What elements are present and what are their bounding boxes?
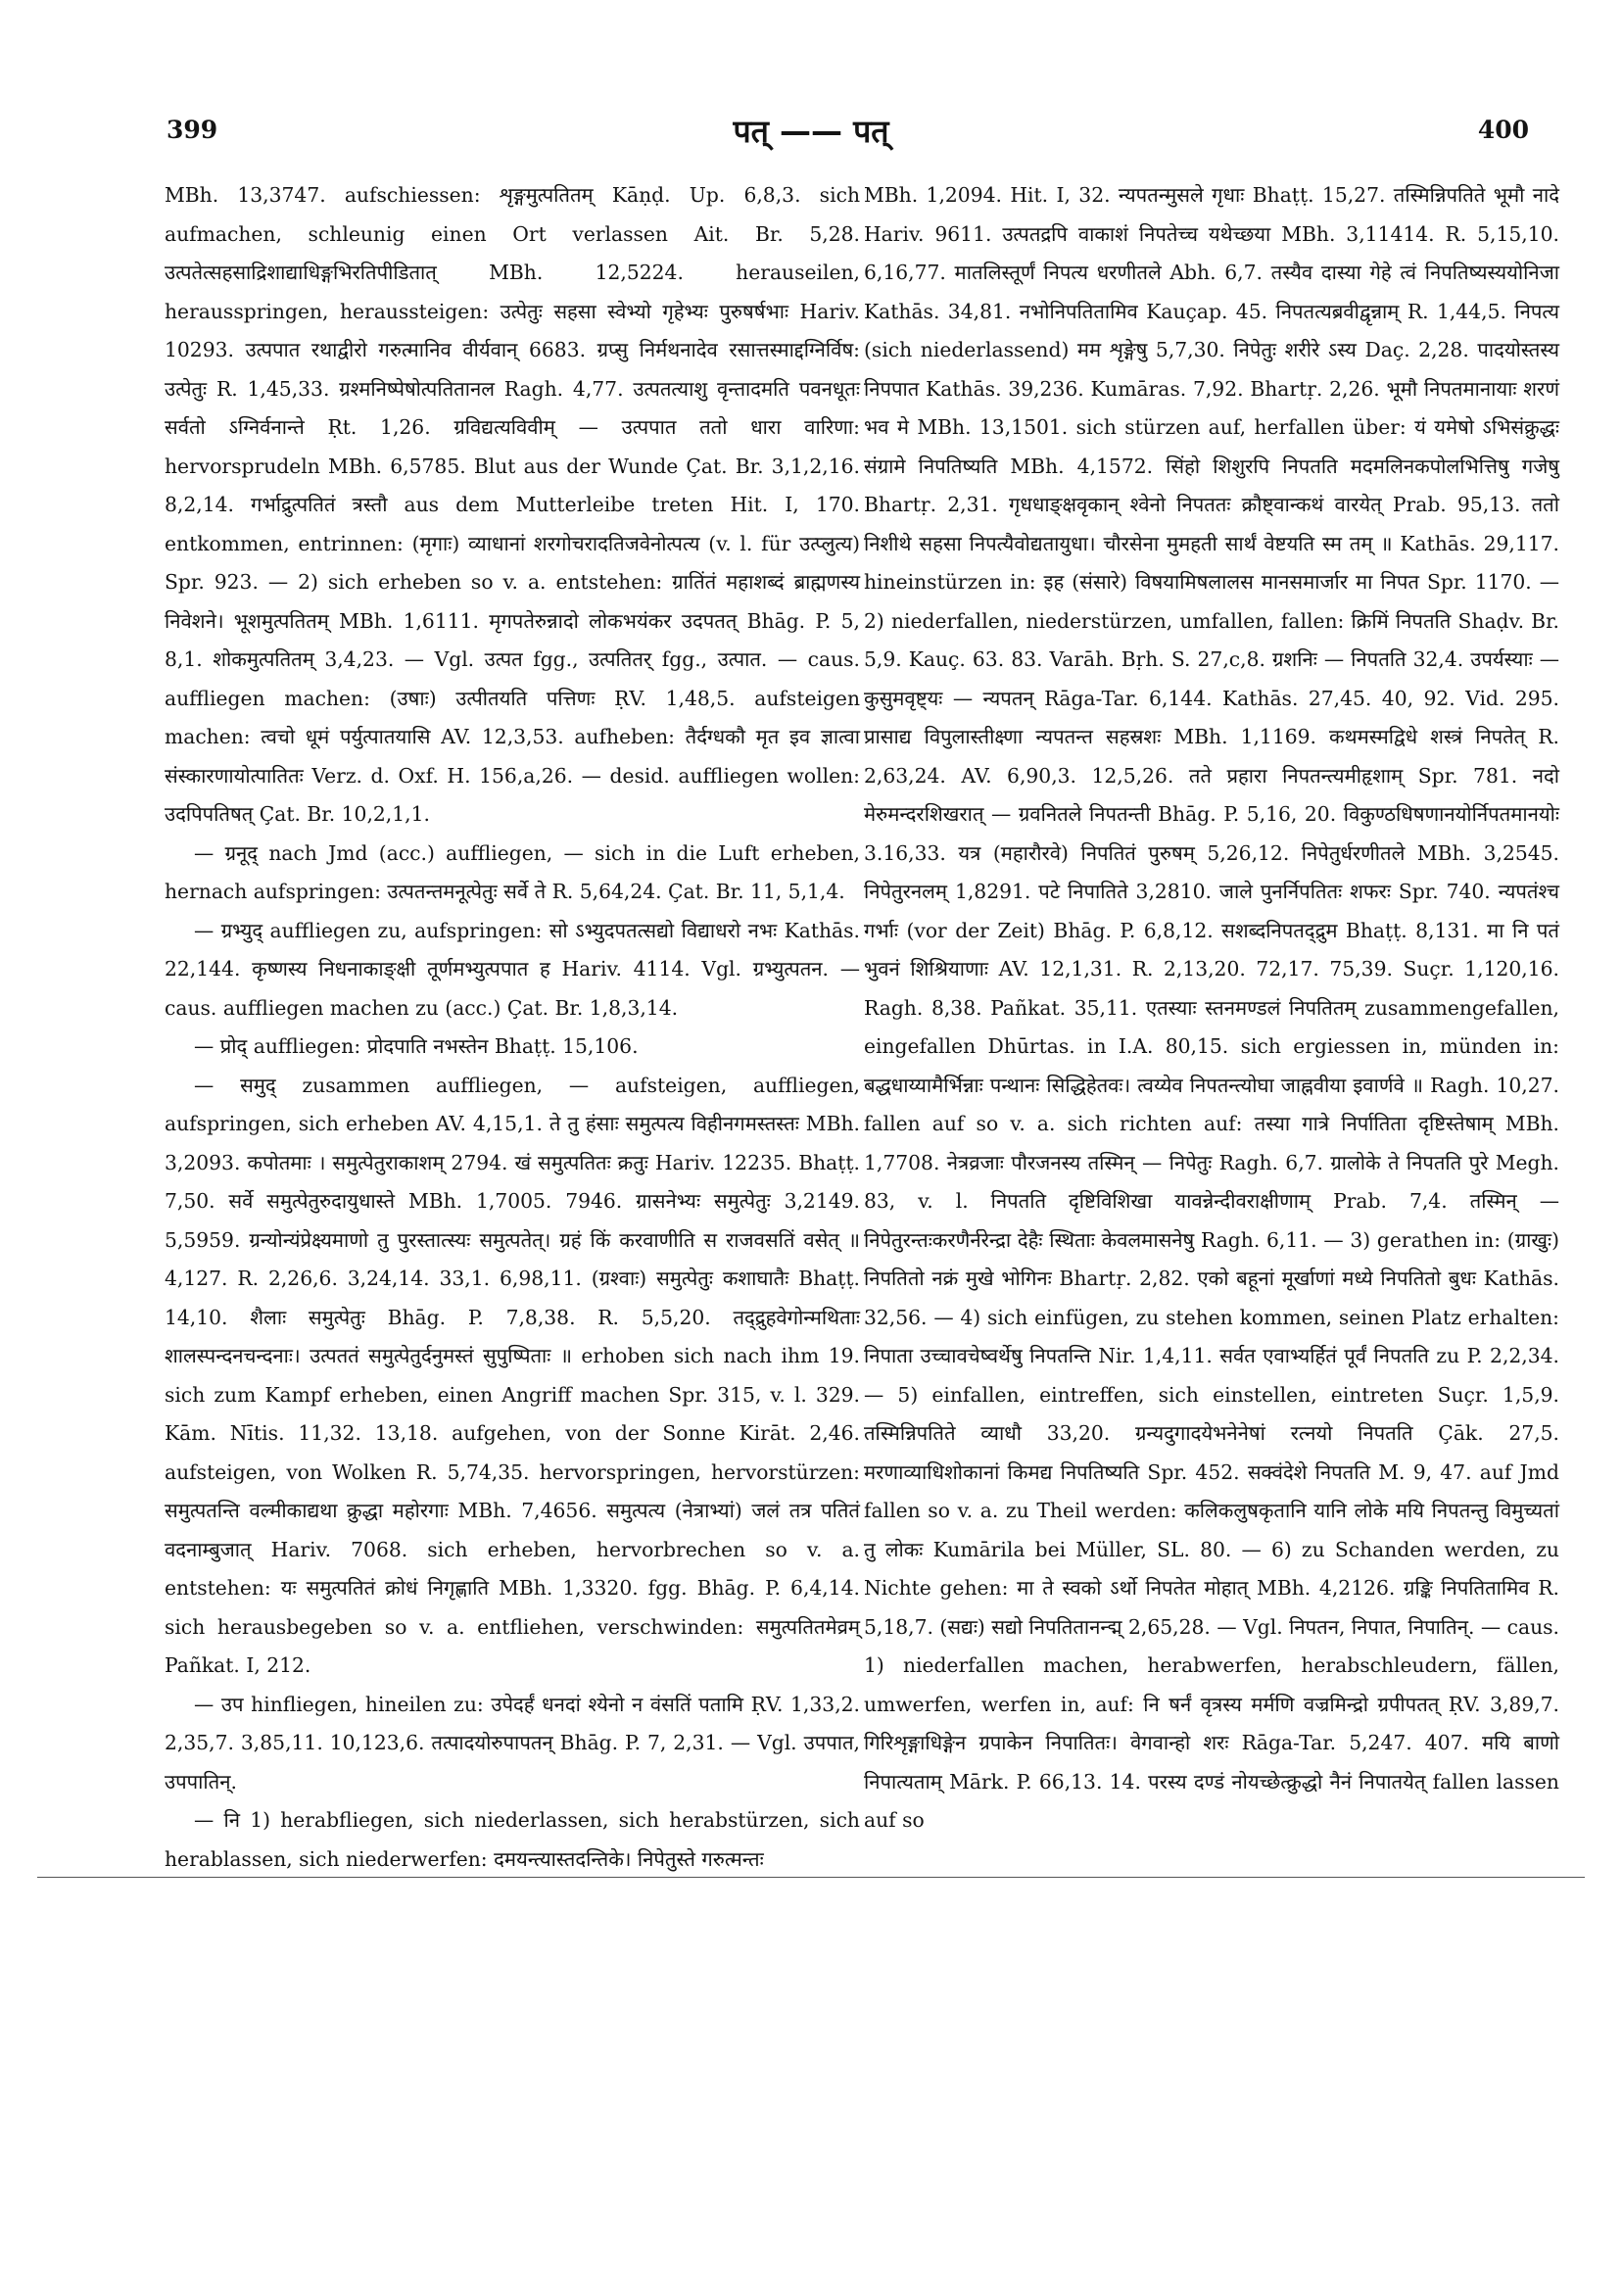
entry-paragraph: — उप hinfliegen, hineilen zu: उपेदर्हं धनदां श्येनो न वंसतिं पतामि ṚV. 1,33,2. 2,35,7. 3,85,11. 10,123,6. तत्पादयोरुपापतन् Bhāg. P. 7, 2,31. — Vgl. उपपात, उपपातिन्. bbox=[165, 1692, 860, 1794]
entry-paragraph: — प्रोद् auffliegen: प्रोदपाति नभस्तेन Bhaṭṭ. 15,106. bbox=[194, 1034, 639, 1058]
running-headword: पत् —— पत् bbox=[733, 113, 889, 150]
page-number-left: 399 bbox=[167, 116, 218, 144]
entry-paragraph: — समुद् zusammen auffliegen, — aufsteigen, auffliegen, aufspringen, sich erheben AV. 4,15,1. ते तु हंसाः समुत्पत्य विहीनगमस्तस्तः MBh. 3,2093. कपोतमाः । समुत्पेतुराकाशम् 2794. खं समुत्पतितः क्रतुः Hariv. 12235. Bhaṭṭ. 7,50. सर्वे समुत्पेतुरुदायुधास्ते MBh. 1,7005. 7946. ग्रासनेभ्यः समुत्पेतुः 3,2149. 5,5959. ग्रन्योन्यंप्रेक्ष्यमाणो तु पुरस्तात्स्यः समुत्पतेत्। ग्रहं किं करवाणीति स राजवसतिं वसेत् ॥ 4,127. R. 2,26,6. 3,24,14. 33,1. 6,98,11. (ग्रश्वाः) समुत्पेतुः कशाघातैः Bhaṭṭ. 14,10. शैलाः समुत्पेतुः Bhāg. P. 7,8,38. R. 5,5,20. तद्द्रुहवेगोन्मथिताः शालस्पन्दनचन्दनाः। उत्पततं समुत्पेतुर्दनुमस्तं सुपुष्पिताः ॥ erhoben sich nach ihm 19. sich zum Kampf erheben, einen Angriff machen Spr. 315, v. l. 329. Kām. Nītis. 11,32. 13,18. aufgehen, von der Sonne Kirāt. 2,46. aufsteigen, von Wolken R. 5,74,35. hervorspringen, hervorstürzen: समुत्पतन्ति वल्मीकाद्यथा क्रुद्धा महोरगाः MBh. 7,4656. समुत्पत्य (नेत्राभ्यां) जलं तत्र पतितं वदनाम्बुजात् Hariv. 7068. sich erheben, hervorbrechen so v. a. entstehen: यः समुत्पतितं क्रोधं निगृह्णाति MBh. 1,3320. fgg. Bhāg. P. 6,4,14. sich herausbegeben so v. a. entfliehen, verschwinden: समुत्पतितमेव्रम् Pañkat. I, 212. bbox=[165, 1073, 860, 1677]
page-number-right: 400 bbox=[1477, 116, 1529, 144]
right-column bbox=[864, 176, 1559, 1842]
footer-rule bbox=[37, 1877, 1585, 1878]
entry-paragraph: — नि 1) herabfliegen, sich niederlassen, sich herabstürzen, sich herablassen, sich niederwerfen: दमयन्त्यास्तदन्तिके। निपेतुस्ते गरुत्मन्तः bbox=[165, 1808, 860, 1871]
left-column bbox=[165, 176, 860, 1871]
entry-paragraph: MBh. 13,3747. aufschiessen: शृङ्गमुत्पतितम् Kāṇḍ. Up. 6,8,3. sich aufmachen, schleunig einen Ort verlassen Ait. Br. 5,28. उत्पतेत्सहसाद्रिशाद्याधिङ्गभिरतिपीडितात् MBh. 12,5224. herauseilen, herausspringen, heraussteigen: उत्पेतुः सहसा स्वेभ्यो गृहेभ्यः पुरुषर्षभाः Hariv. 10293. उत्पपात रथाद्वीरो गरुत्मानिव वीर्यवान् 6683. ग्रप्सु निर्मथनादेव रसात्तस्माद्दग्निर्विष: उत्पेतुः R. 1,45,33. ग्रश्मनिष्पेषोत्पतितानल Ragh. 4,77. उत्पतत्याशु वृन्तादमति पवनधूतः सर्वतो ऽग्निर्वनान्ते Ṛt. 1,26. ग्रविद्यत्यविवीम् — उत्पपात ततो धारा वारिणा: hervorsprudeln MBh. 6,5785. Blut aus der Wunde Çat. Br. 3,1,2,16. 8,2,14. गर्भाद्रुत्पतितं त्रस्तौ aus dem Mutterleibe treten Hit. I, 170. entkommen, entrinnen: (मृगाः) व्याधानां शरगोचरादतिजवेनोत्पत्य (v. l. für उत्प्लुत्य) Spr. 923. — 2) sich erheben so v. a. entstehen: ग्रातिंतं महाशब्दं ब्राह्मणस्य निवेशने। भूशमुत्पतितम् MBh. 1,6111. मृगपतेरुन्नादो लोकभयंकर उदपतत् Bhāg. P. 5, 8,1. शोकमुत्पतितम् 3,4,23. — Vgl. उत्पत fgg., उत्पतितर् fgg., उत्पात. — caus. auffliegen machen: (उषाः) उत्पीतयति पत्तिणः ṚV. 1,48,5. aufsteigen machen: त्वचो धूमं पर्युत्पातयासि AV. 12,3,53. aufheben: तैर्दग्धकौ मृत इव ज्ञात्वा संस्कारणायोत्पातितः Verz. d. Oxf. H. 156,a,26. — desid. auffliegen wollen: उदपिपतिषत् Çat. Br. 10,2,1,1. bbox=[165, 183, 860, 826]
entry-paragraph: — ग्रनूद् nach Jmd (acc.) auffliegen, — sich in die Luft erheben, hernach aufspringen: उत्पतन्तमनूत्पेतुः सर्वे ते R. 5,64,24. Çat. Br. 11, 5,1,4. bbox=[165, 840, 860, 903]
entry-paragraph: — ग्रभ्युद् auffliegen zu, aufspringen: सो ऽभ्युदपतत्सद्यो विद्याधरो नभः Kathās. 22,144. कृष्णस्य निधनाकाङ्क्षी तूर्णमभ्युत्पपात ह Hariv. 4114. Vgl. ग्रभ्युत्पतन. — caus. auffliegen machen zu (acc.) Çat. Br. 1,8,3,14. bbox=[165, 918, 860, 1020]
entry-paragraph: MBh. 1,2094. Hit. I, 32. न्यपतन्मुसले गृधाः Bhaṭṭ. 15,27. तस्मिन्निपतिते भूमौ नादे Hariv. 9611. उत्पतद्रपि वाकाशं निपतेच्च यथेच्छया MBh. 3,11414. R. 5,15,10. 6,16,77. मातलिस्तूर्णं निपत्य धरणीतले Abh. 6,7. तस्यैव दास्या गेहे त्वं निपतिष्यस्ययोनिजा Kathās. 34,81. नभोनिपतितामिव Kauçap. 45. निपतत्यब्रवीद्वृन्नाम् R. 1,44,5. निपत्य (sich niederlassend) मम शृङ्गेषु 5,7,30. निपेतुः शरीरे ऽस्य Daç. 2,28. पादयोस्तस्य निपपात Kathās. 39,236. Kumāras. 7,92. Bhartṛ. 2,26. भूमौ निपतमानायाः शरणं भव मे MBh. 13,1501. sich stürzen auf, herfallen über: यं यमेषो ऽभिसंक्रुद्धः संग्रामे निपतिष्यति MBh. 4,1572. सिंहो शिशुरपि निपतति मदमलिनकपोलभित्तिषु गजेषु Bhartṛ. 2,31. गृधधाङ्क्षवृकान् श्वेनो निपततः क्रौष्ट्वान्कथं वारयेत् Prab. 95,13. ततो निशीथे सहसा निपत्यैवोद्यतायुधा। चौरसेना मुमहती सार्थं वेष्टयति स्म तम् ॥ Kathās. 29,117. hineinstürzen in: इह (संसारे) विषयामिषलालस मानसमार्जार मा निपत Spr. 1170. — 2) niederfallen, niederstürzen, umfallen, fallen: क्रिमिं निपतति Shaḍv. Br. 5,9. Kauç. 63. 83. Varāh. Bṛh. S. 27,c,8. ग्रशनिः — निपतति 32,4. उपर्यस्याः — कुसुमवृष्ट्यः — न्यपतन् Rāga-Tar. 6,144. Kathās. 27,45. 40, 92. Vid. 295. प्रासाद्य विपुलास्तीक्ष्णा न्यपतन्त सहस्रशः MBh. 1,1169. कथमस्मद्विधे शस्त्रं निपतेत् R. 2,63,24. AV. 6,90,3. 12,5,26. तते प्रहारा निपतन्त्यमीहृशाम् Spr. 781. नदो मेरुमन्दरशिखरात् — ग्रवनितले निपतन्ती Bhāg. P. 5,16, 20. विकुण्ठधिषणानयोर्निपतमानयोः 3.16,33. यत्र (महारौरवे) निपतितं पुरुषम् 5,26,12. निपेतुर्धरणीतले MBh. 3,2545. निपेतुरनलम् 1,8291. पटे निपातिते 3,2810. जाले पुनर्निपतितः शफरः Spr. 740. न्यपतंश्च गर्भाः (vor der Zeit) Bhāg. P. 6,8,12. सशब्दनिपतद्द्रुम Bhaṭṭ. 8,131. मा नि पतं भुवनं शिश्रियाणाः AV. 12,1,31. R. 2,13,20. 72,17. 75,39. Suçr. 1,120,16. Ragh. 8,38. Pañkat. 35,11. एतस्याः स्तनमण्डलं निपतितम् zusammengefallen, eingefallen Dhūrtas. in I.A. 80,15. sich ergiessen in, münden in: बद्धधाय्यामैर्भिन्नाः पन्थानः सिद्धिहेतवः। त्वय्येव निपतन्त्योघा जाह्नवीया इवार्णवे ॥ Ragh. 10,27. fallen auf so v. a. sich richten auf: तस्या गात्रे निर्पातिता दृष्टिस्तेषाम् MBh. 1,7708. नेत्रव्रजाः पौरजनस्य तस्मिन् — निपेतुः Ragh. 6,7. ग्रालोके ते निपतति पुरे Megh. 83, v. l. निपतति दृष्टिविशिखा यावन्नेन्दीवराक्षीणाम् Prab. 7,4. तस्मिन् — निपेतुरन्तःकरणैर्नरेन्द्रा देहैः स्थिताः केवलमासनेषु Ragh. 6,11. — 3) gerathen in: (ग्राखुः) निपतितो नक्रं मुखे भोगिनः Bhartṛ. 2,82. एको बहूनां मूर्खाणां मध्ये निपतितो बुधः Kathās. 32,56. — 4) sich einfügen, zu stehen kommen, seinen Platz erhalten: निपाता उच्चावचेष्वर्थेषु निपतन्ति Nir. 1,4,11. सर्वत एवाभ्यर्हितं पूर्वं निपतति zu P. 2,2,34. — 5) einfallen, eintreffen, sich einstellen, eintreten Suçr. 1,5,9. तस्मिन्निपतिते व्याधौ 33,20. ग्रन्यदुगादयेभनेनेषां रत्नयो निपतति Çāk. 27,5. मरणाव्याधिशोकानां किमद्य निपतिष्यति Spr. 452. सक्वंदेशे निपतति M. 9, 47. auf Jmd fallen so v. a. zu Theil werden: कलिकलुषकृतानि यानि लोके मयि निपतन्तु विमुच्यतां तु लोकः Kumārila bei Müller, SL. 80. — 6) zu Schanden werden, zu Nichte gehen: मा ते स्वको ऽर्थो निपतेत मोहात् MBh. 4,2126. ग्रङ्कि निपतितामिव R. 5,18,7. (सद्यः) सद्यो निपतितानन्द्म् 2,65,28. — Vgl. निपतन, निपात, निपातिन्. — caus. 1) niederfallen machen, herabwerfen, herabschleudern, fällen, umwerfen, werfen in, auf: नि षर्नं वृत्रस्य मर्मणि वज्रमिन्द्रो ग्रपीपतत् ṚV. 3,89,7. गिरिशृङ्गाधिङ्गेन ग्रपाकेन निपातितः। वेगवान्हो शरः Rāga-Tar. 5,247. 407. मयि बाणो निपात्यताम् Mārk. P. 66,13. 14. परस्य दण्डं नोयच्छेत्क्रुद्धो नैनं निपातयेत् fallen lassen auf so bbox=[864, 183, 1559, 1832]
